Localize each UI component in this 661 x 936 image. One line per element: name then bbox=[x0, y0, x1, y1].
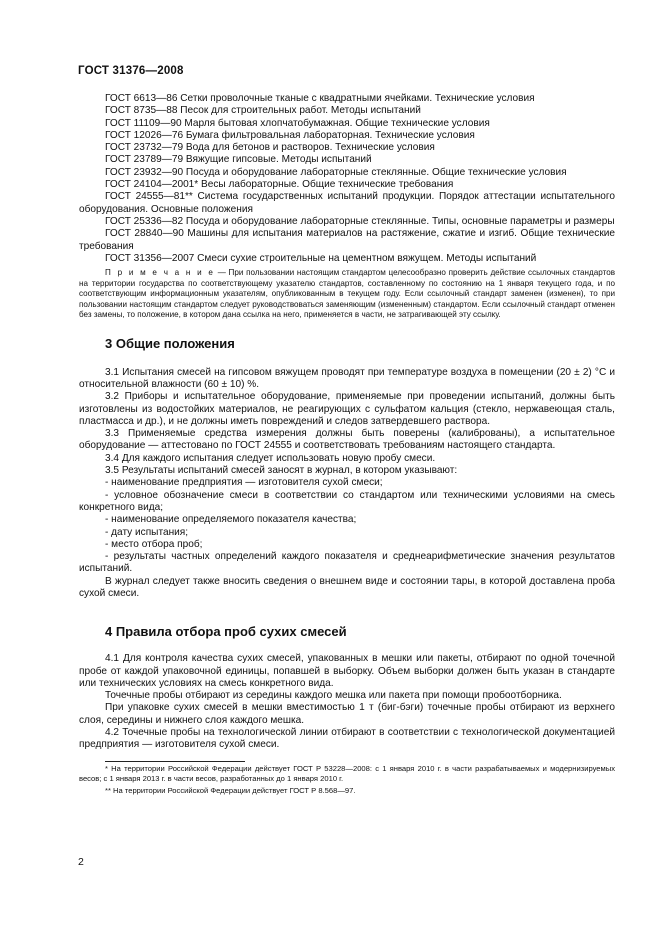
note-label: П р и м е ч а н и е bbox=[105, 268, 215, 278]
footnote: * На территории Российской Федерации действует ГОСТ Р 53228—2008: с 1 января 2010 г. в части разрабатываемых и модернизируемых весов; с 1 января 2013 г. в части весов, разработанных до 1 января 2010 г. bbox=[79, 763, 615, 783]
footnote-divider bbox=[105, 761, 245, 762]
list-item: - условное обозначение смеси в соответствии со стандартом или техническими условиями на смесь конкретного вида; bbox=[79, 489, 615, 513]
reference-item: ГОСТ 12026—76 Бумага фильтровальная лабораторная. Технические условия bbox=[105, 129, 475, 141]
reference-item: ГОСТ 31356—2007 Смеси сухие строительные на цементном вяжущем. Методы испытаний bbox=[105, 252, 537, 264]
reference-item: ГОСТ 23732—79 Вода для бетонов и растворов. Технические условия bbox=[105, 142, 435, 154]
page-number: 2 bbox=[78, 856, 84, 868]
footnotes bbox=[79, 764, 615, 796]
running-header: ГОСТ 31376—2008 bbox=[78, 65, 184, 77]
reference-item: ГОСТ 25336—82 Посуда и оборудование лабораторные стеклянные. Типы, основные параметры и размеры bbox=[105, 215, 615, 227]
paragraph: При упаковке сухих смесей в мешки вместимостью 1 т (биг-бэги) точечные пробы отбирают из верхнего слоя, середины и нижнего слоя каждого мешка. bbox=[79, 702, 615, 726]
list-item: - место отбора проб; bbox=[105, 538, 203, 550]
section-4-heading: 4 Правила отбора проб сухих смесей bbox=[105, 624, 347, 640]
list-item: - наименование определяемого показателя качества; bbox=[105, 514, 357, 526]
reference-item: ГОСТ 8735—88 Песок для строительных работ. Методы испытаний bbox=[105, 105, 421, 117]
reference-item: ГОСТ 23789—79 Вяжущие гипсовые. Методы испытаний bbox=[105, 154, 372, 166]
paragraph: 4.2 Точечные пробы на технологической линии отбирают в соответствии с технологической документацией предприятия — изготовителя сухой смеси. bbox=[79, 727, 615, 751]
section-4-body bbox=[79, 653, 615, 751]
note-text: — При пользовании настоящим стандартом целесообразно проверить действие ссылочных стандартов на территории государства по соответствующему указателю стандартов, составленному по состоянию на 1 января текущего года, и по соответствующим информационным указателям, опубликованным в текущем году. Если ссылочный стандарт заменен (изменен), то при пользовании настоящим стандартом следует руководствоваться заменяющим (измененным) стандартом. Если ссылочный стандарт отменен без замены, то положение, в котором дана ссылка на него, применяется в части, не затрагивающей эту ссылку. bbox=[79, 268, 615, 320]
reference-item: ГОСТ 28840—90 Машины для испытания материалов на растяжение, сжатие и изгиб. Общие технические требования bbox=[79, 228, 615, 252]
reference-item: ГОСТ 6613—86 Сетки проволочные тканые с квадратными ячейками. Технические условия bbox=[105, 93, 535, 104]
section-3-heading: 3 Общие положения bbox=[105, 335, 235, 351]
paragraph: В журнал следует также вносить сведения о внешнем виде и состоянии тары, в которой доставлена проба сухой смеси. bbox=[79, 575, 615, 599]
reference-item: ГОСТ 23932—90 Посуда и оборудование лабораторные стеклянные. Общие технические условия bbox=[105, 166, 567, 178]
paragraph: Точечные пробы отбирают из середины каждого мешка или пакета при помощи пробоотборника. bbox=[105, 690, 562, 702]
list-item: - наименование предприятия — изготовителя сухой смеси; bbox=[105, 477, 383, 489]
paragraph: 3.5 Результаты испытаний смесей заносят в журнал, в котором указывают: bbox=[105, 465, 458, 477]
footnote: ** На территории Российской Федерации действует ГОСТ Р 8.568—97. bbox=[105, 785, 356, 795]
paragraph: 3.3 Применяемые средства измерения должны быть поверены (калиброваны), а испытательное оборудование — аттестовано по ГОСТ 24555 и соответствовать требованиям настоящего стандарта. bbox=[79, 428, 615, 452]
paragraph: 3.4 Для каждого испытания следует использовать новую пробу смеси. bbox=[105, 452, 436, 464]
reference-item: ГОСТ 24555—81** Система государственных испытаний продукции. Порядок аттестации испытательного оборудования. Основные положения bbox=[79, 191, 615, 215]
list-item: - дату испытания; bbox=[105, 526, 189, 538]
reference-item: ГОСТ 24104—2001* Весы лабораторные. Общие технические требования bbox=[105, 179, 454, 191]
paragraph: 3.2 Приборы и испытательное оборудование, применяемые при проведении испытаний, должны быть изготовлены из водостойких материалов, не реагирующих с сульфатом кальция (стекло, нержавеющая сталь, пластмасса и др.), и не должны иметь повреждений и следов затвердевшего раствора. bbox=[79, 391, 615, 427]
note-paragraph bbox=[79, 268, 615, 321]
paragraph: 3.1 Испытания смесей на гипсовом вяжущем проводят при температуре воздуха в помещении (20 ± 2) °С и относительной влажности (60 ± 10) %. bbox=[79, 366, 615, 390]
section-3-body bbox=[79, 367, 615, 601]
list-item: - результаты частных определений каждого показателя и среднеарифметические значения результатов испытаний. bbox=[79, 551, 615, 575]
page-content bbox=[79, 93, 615, 796]
reference-item: ГОСТ 11109—90 Марля бытовая хлопчатобумажная. Общие технические условия bbox=[105, 117, 490, 129]
normative-references-list bbox=[79, 93, 615, 265]
paragraph: 4.1 Для контроля качества сухих смесей, упакованных в мешки или пакеты, отбирают по одной точечной пробе от каждой упаковочной единицы, попавшей в выборку. Объем выборки должен быть указан в стандарте или технических условиях на смесь конкретного вида. bbox=[79, 653, 615, 689]
